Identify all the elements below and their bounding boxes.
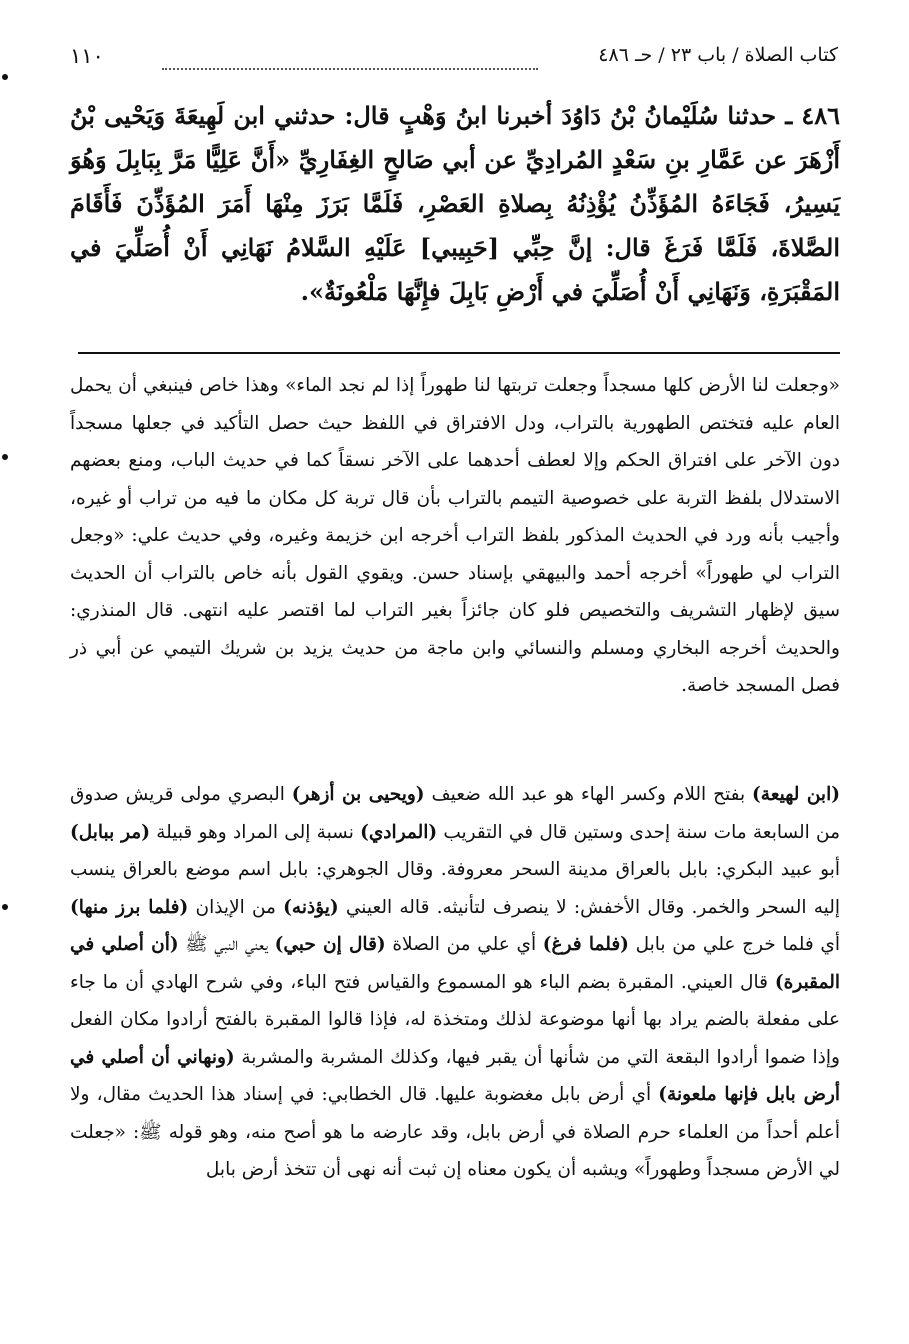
commentary-text: أي فلما خرج علي من بابل [628,934,840,955]
term-falamma-baraza: (فلما برز منها) [70,896,189,918]
term-ibn-lahia: (ابن لهيعة) [752,784,840,805]
commentary-text: من الإيذان [188,896,284,918]
footnote-separator-line [78,352,840,354]
commentary-paragraph-2 [70,776,840,1189]
term-al-muradi: (المرادي) [360,821,438,843]
commentary-text: البصري مولى قريش صدوق من السابعة مات سنة إحدى وستين قال في التقريب [70,784,840,843]
commentary-text: أي أرض بابل مغضوبة عليها. قال الخطابي: في إسناد هذا الحديث مقال، ولا أعلم أحداً من العلماء حرم الصلاة في أرض بابل، وقد عارضه ما هو أصح منه، وهو قوله ﷺ: «جعلت لي الأرض مسجداً وطهوراً» ويشبه أن يكون معناه إن ثبت أنه نهى أن تتخذ أرض بابل [70,1084,840,1180]
scan-mark [2,904,8,910]
scan-mark [2,454,8,460]
commentary-text: أي علي من الصلاة [385,934,543,955]
hadith-body: حدثنا سُلَيْمانُ بْنُ دَاوُدَ أخبرنا ابنُ وَهْبٍ قال: حدثني ابن لَهِيعَةَ وَيَحْيى بْنُ أَزْهَرَ عن عَمَّارِ بنِ سَعْدٍ المُرادِيِّ عن أبي صَالحٍ الغِفَارِيِّ «أَنَّ عَلِيًّا مَرَّ بِبَابِلَ وَهُوَ يَسِيرُ، فَجَاءَهُ المُؤَذِّنُ يُؤْذِنُهُ بِصلاةِ العَصْرِ، فَلَمَّا بَرَزَ مِنْهَا أَمَرَ المُؤَذِّنَ فَأَقَامَ الصَّلاةَ، فَلَمَّا فَرَغَ قال: إنَّ حِبِّي [حَبِيبي] عَلَيْهِ السَّلامُ نَهَانِي أَنْ أُصَلِّيَ في المَقْبَرَةِ، وَنَهَانِي أَنْ أُصَلِّيَ في أَرْضِ بَابِلَ فإِنَّهَا مَلْعُونَةٌ». [70,101,840,306]
header-dotted-leader [162,68,538,70]
running-title: كتاب الصلاة / باب ٢٣ / حـ ٤٨٦ [598,44,838,66]
term-yudhinuhu: (يؤذنه) [283,896,339,918]
page-header [70,44,838,80]
scan-mark [2,74,8,80]
term-ard-babil: (ونهاني أن أصلي في أرض بابل فإنها ملعونة) [70,1046,841,1105]
term-inna-hibbi: (قال إن حبي) [274,934,386,955]
term-falamma-faragha: (فلما فرغ) [542,934,629,955]
term-maqbara: (أن أصلي في المقبرة) [70,934,840,993]
term-marra-bi-babil: (مر ببابل) [70,821,150,843]
commentary-text: بفتح اللام وكسر الهاء هو عبد الله ضعيف [424,784,753,805]
page-number: ١١٠ [70,44,104,68]
commentary-text: أبو عبيد البكري: بابل بالعراق مدينة السحر معروفة. وقال الجوهري: بابل اسم موضع بالعراق ينسب إليه السحر والخمر. وقال الأخفش: لا ينصرف لتأنيثه. قاله العيني [70,859,840,918]
term-yahya-bin-azhar: (ويحيى بن أزهر) [291,784,425,805]
hadith-number: ٤٨٦ [801,101,840,130]
commentary-text: قال العيني. المقبرة بضم الباء هو المسموع والقياس فتح الباء، وفي شرح الهادي أن ما جاء على مفعلة بالضم يراد بها أنها موضوعة لذلك ومتخذة له، فإذا قالوا المقبرة بالفتح أرادوا مكان الفعل وإذا ضموا أرادوا البقعة التي من شأنها أن يقبر فيها، وكذلك المشربة والمشربة [70,971,840,1068]
hadith-text-block [70,94,840,314]
hadith-dash: ـ [785,101,793,130]
commentary-text: يعني النبي ﷺ [178,934,275,955]
commentary-paragraph-1: «وجعلت لنا الأرض كلها مسجداً وجعلت تربتها لنا طهوراً إذا لم نجد الماء» وهذا خاص فينبغي أن يحمل العام عليه فتختص الطهورية بالتراب، ودل الافتراق في اللفظ حيث حصل التأكيد في جعلها مسجداً دون الآخر على افتراق الحكم وإلا لعطف أحدهما على الآخر نسقاً كما في حديث الباب، ومنع بعضهم الاستدلال بلفظ التربة على خصوصية التيمم بالتراب بأن قال تربة كل مكان ما فيه من تراب أو غيره، وأجيب بأنه ورد في الحديث المذكور بلفظ التراب أخرجه ابن خزيمة وغيره، وفي حديث علي: «وجعل التراب لي طهوراً» أخرجه أحمد والبيهقي بإسناد حسن. ويقوي القول بأنه خاص بالتراب أن الحديث سيق لإظهار التشريف والتخصيص فلو كان جائزاً بغير التراب لما اقتصر عليه انتهى. قال المنذري: والحديث أخرجه البخاري ومسلم والنسائي وابن ماجة من حديث يزيد بن شريك التيمي عن أبي ذر فصل المسجد خاصة. [70,375,840,696]
commentary-text: نسبة إلى المراد وهو قبيلة [149,821,361,843]
